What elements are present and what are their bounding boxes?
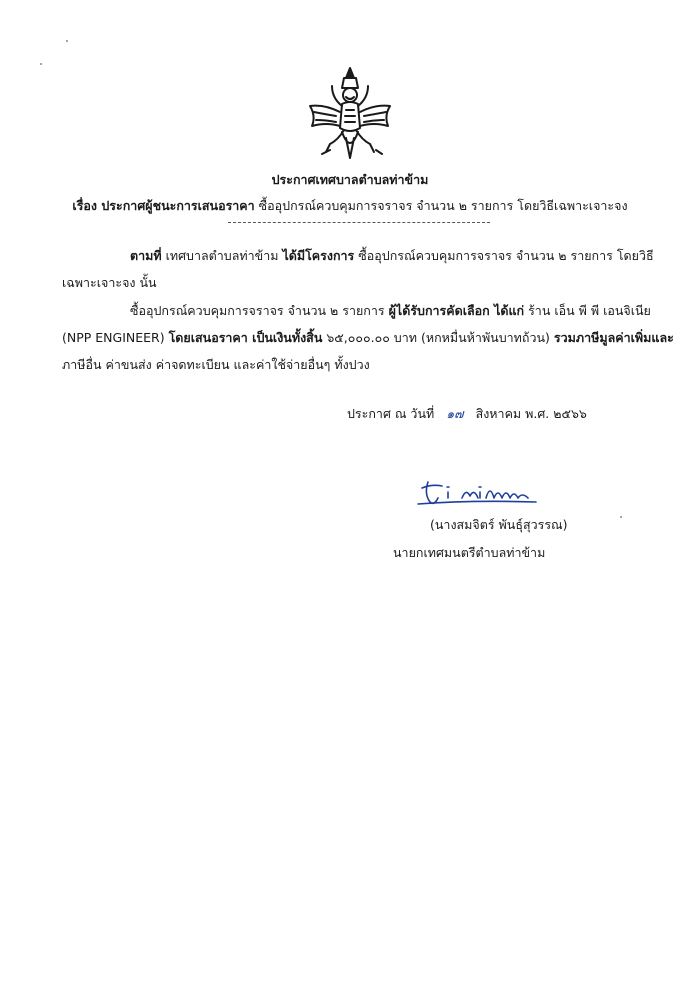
- announcement-date: [347, 404, 587, 424]
- body-line-1: [130, 246, 654, 266]
- signer-position: นายกเทศมนตรีตำบลท่าข้าม: [393, 545, 546, 560]
- body-text: ผู้ได้รับการคัดเลือก ได้แก่: [388, 303, 525, 318]
- body-line-4: [62, 328, 674, 348]
- scan-speck: [66, 40, 68, 42]
- body-text: ซื้ออุปกรณ์ควบคุมการจราจร จำนวน ๒ รายการ โดยวิธี: [354, 248, 654, 263]
- body-text: เทศบาลตำบลท่าข้าม: [161, 248, 283, 263]
- scan-speck: [40, 63, 42, 65]
- body-text: ซื้ออุปกรณ์ควบคุมการจราจร จำนวน ๒ รายการ: [130, 303, 389, 318]
- date-prefix: ประกาศ ณ วันที่: [347, 406, 435, 421]
- dashed-divider: [228, 222, 490, 223]
- body-line-5: ภาษีอื่น ค่าขนส่ง ค่าจดทะเบียน และค่าใช้จ่ายอื่นๆ ทั้งปวง: [62, 357, 370, 372]
- body-text: (NPP ENGINEER): [62, 330, 169, 345]
- subject-lead: เรื่อง ประกาศผู้ชนะการเสนอราคา: [72, 198, 255, 213]
- signer-name: (นางสมจิตร์ พันธุ์สุวรรณ): [430, 517, 568, 532]
- garuda-emblem-icon: [302, 64, 398, 164]
- scan-speck: [620, 516, 622, 518]
- subject-rest: ซื้ออุปกรณ์ควบคุมการจราจร จำนวน ๒ รายการ โดยวิธีเฉพาะเจาะจง: [254, 198, 628, 213]
- handwritten-signature: [412, 476, 542, 510]
- handwritten-day: ๑๗: [446, 406, 464, 421]
- date-month-year: สิงหาคม พ.ศ. ๒๕๖๖: [475, 406, 587, 421]
- body-line-3: [130, 301, 651, 321]
- body-text: ตามที่: [130, 248, 162, 263]
- body-text: รวมภาษีมูลค่าเพิ่มและ: [553, 330, 674, 345]
- document-title: ประกาศเทศบาลตำบลท่าข้าม: [271, 172, 429, 187]
- body-text: ร้าน เอ็น พี พี เอนจิเนีย: [524, 303, 651, 318]
- document-subject: [0, 196, 700, 216]
- body-text: โดยเสนอราคา เป็นเงินทั้งสิ้น: [168, 330, 323, 345]
- body-line-2: เฉพาะเจาะจง นั้น: [62, 275, 157, 290]
- body-text: ๖๕,๐๐๐.๐๐ บาท (หกหมื่นห้าพันบาทถ้วน): [322, 330, 554, 345]
- body-text: ได้มีโครงการ: [282, 248, 355, 263]
